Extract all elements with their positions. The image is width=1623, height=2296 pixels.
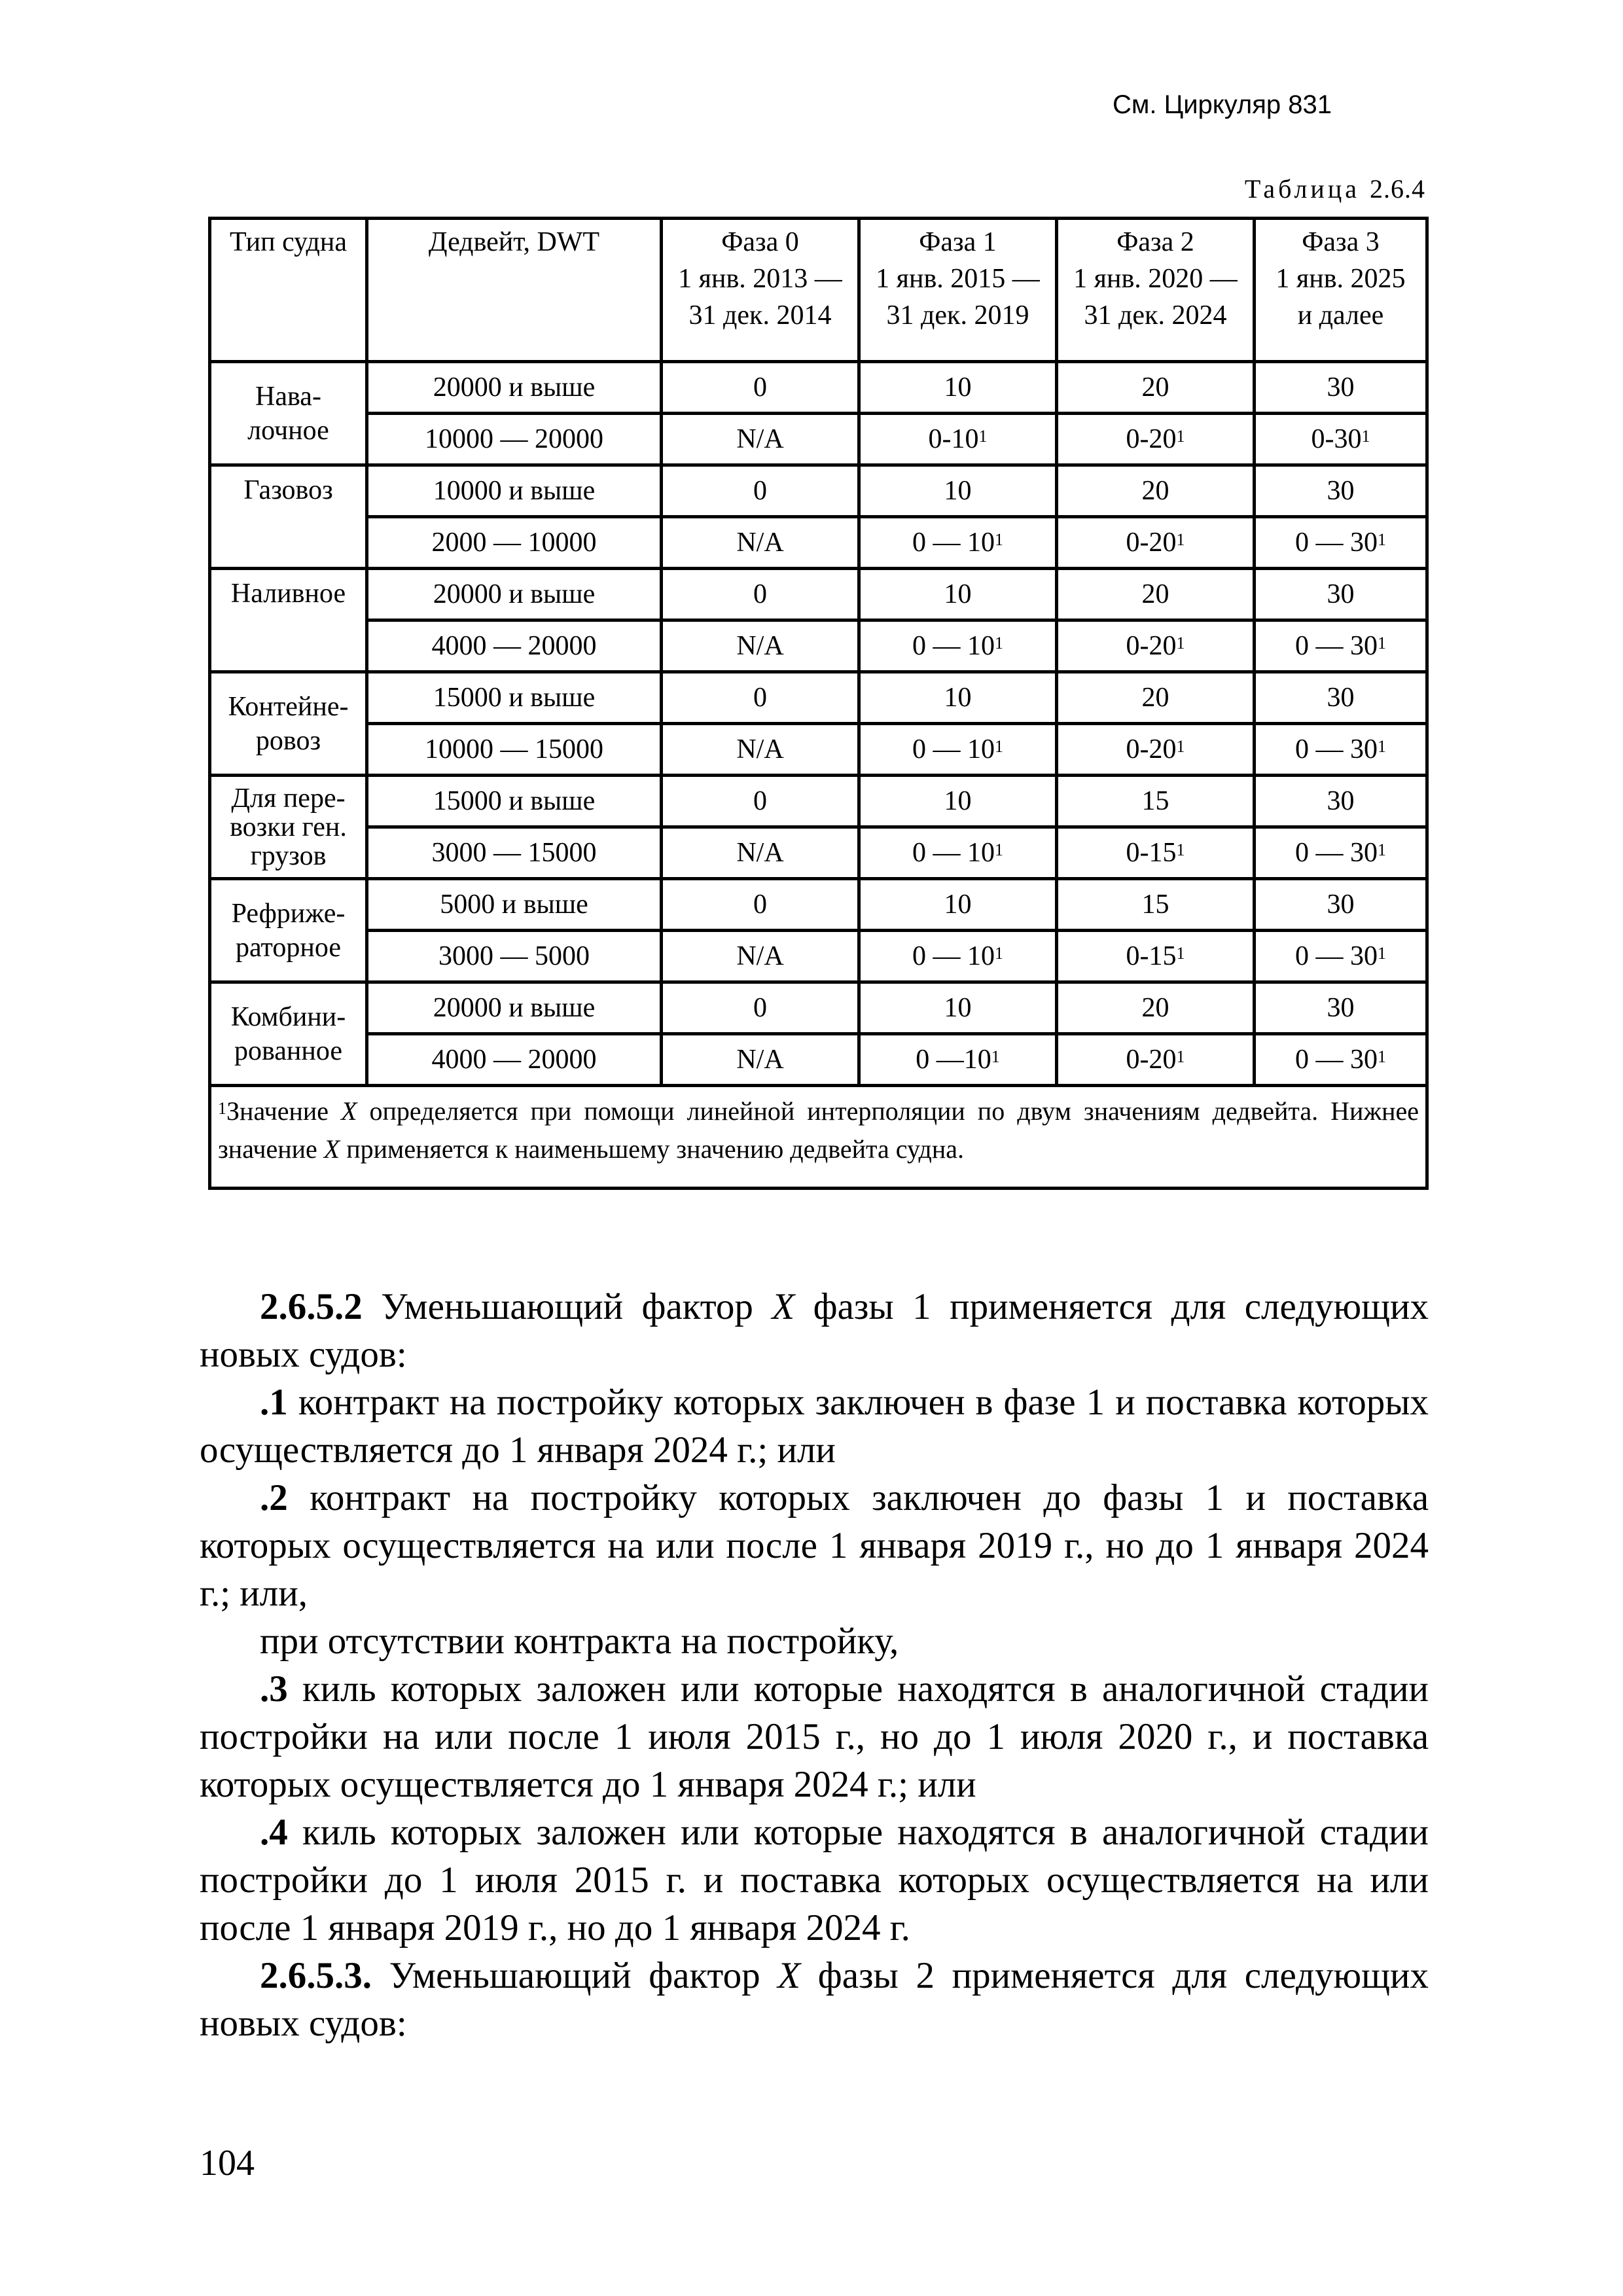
deadweight-cell: [367, 776, 662, 827]
phase-value-cell: [1255, 982, 1427, 1034]
phase-value-cell: [859, 465, 1057, 517]
footnote-marker: 1: [991, 1047, 1000, 1066]
table-caption-number: 2.6.4: [1370, 174, 1425, 204]
column-header-phase-2: [1057, 219, 1255, 362]
phase-value-cell: [1255, 1034, 1427, 1086]
table-row: [210, 569, 1427, 620]
phase-end: 31 дек. 2019: [886, 300, 1029, 331]
phase-value-cell: [662, 1034, 859, 1086]
cell-value: 20000 и выше: [433, 993, 596, 1023]
cell-value: 0 — 10: [912, 631, 995, 661]
column-header-phase-1: [859, 219, 1057, 362]
cell-value: 15000 и выше: [433, 683, 596, 713]
cell-value: 10: [944, 372, 972, 403]
cell-value: 0 — 30: [1295, 631, 1378, 661]
table-body: [210, 362, 1427, 1189]
cell-value: 0 — 30: [1295, 1045, 1378, 1075]
item-number: .1: [260, 1382, 288, 1423]
deadweight-cell: [367, 414, 662, 465]
cell-value: N/A: [736, 424, 784, 454]
phase-name: Фаза 2: [1116, 227, 1194, 257]
item-number: .4: [260, 1812, 288, 1853]
phase-value-cell: [662, 569, 859, 620]
list-item-1: .1 контракт на постройку которых заключен в фазе 1 и поставка которых осуществляется до 1 января 2024 г.; или: [200, 1382, 1429, 1471]
phase-value-cell: [859, 931, 1057, 982]
footnote-marker: 1: [995, 944, 1003, 963]
phase-value-cell: [1057, 982, 1255, 1034]
cell-value: 10: [944, 889, 972, 920]
phase-value-cell: [662, 672, 859, 724]
cell-value: N/A: [736, 941, 784, 971]
table-footnote: $^1$Значение X определяется при помощи линейной интерполяции по двум значениям дедвейта. Нижнее значение X применяется к наименьшему значению дедвейта судна.: [210, 1086, 1427, 1189]
phase-value-cell: [662, 879, 859, 931]
cell-value: 0-20: [1126, 528, 1177, 558]
footnote-marker: 1: [995, 634, 1003, 653]
cell-value: 5000 и выше: [440, 889, 588, 920]
phase-value-cell: [1255, 879, 1427, 931]
phase-value-cell: [1255, 620, 1427, 672]
ship-type-cell: [210, 362, 367, 465]
footnote-marker: 1: [978, 427, 988, 446]
phase-value-cell: [662, 465, 859, 517]
cell-value: 0-20: [1126, 631, 1177, 661]
phase-value-cell: [1255, 827, 1427, 879]
ship-type-cell: [210, 982, 367, 1086]
cell-value: 4000 — 20000: [431, 631, 597, 661]
cell-value: 0 — 30: [1295, 734, 1378, 764]
table-row: [210, 879, 1427, 931]
deadweight-cell: [367, 569, 662, 620]
phase-value-cell: [662, 776, 859, 827]
phase-value-cell: [1057, 620, 1255, 672]
cell-value: 0-20: [1126, 1045, 1177, 1075]
cell-value: 0 —10: [916, 1045, 991, 1075]
ship-type-cell: [210, 672, 367, 776]
deadweight-cell: [367, 982, 662, 1034]
cell-value: N/A: [736, 1045, 784, 1075]
cell-value: 0 — 30: [1295, 528, 1378, 558]
footnote-marker: 1: [1176, 737, 1185, 756]
footnote-marker: 1: [1378, 530, 1386, 549]
phase-end: 31 дек. 2014: [688, 300, 832, 331]
footnote-marker: 1: [995, 737, 1003, 756]
table-row: [210, 620, 1427, 672]
phase-name: Фаза 0: [721, 227, 799, 257]
phase-value-cell: [859, 982, 1057, 1034]
table-row: [210, 672, 1427, 724]
phase-value-cell: [662, 362, 859, 414]
footnote-marker: 1: [1176, 427, 1185, 446]
ship-type-line: лочное: [247, 415, 329, 446]
variable-x: X: [323, 1134, 340, 1164]
ship-type-line: Наливное: [230, 579, 346, 609]
cell-value: 0-15: [1126, 941, 1177, 971]
phase-value-cell: [662, 931, 859, 982]
table-row: [210, 776, 1427, 827]
footnote-marker: 1: [1378, 634, 1386, 653]
phase-start: 1 янв. 2015 —: [876, 264, 1040, 294]
page-number: 104: [200, 2143, 255, 2183]
phase-value-cell: [662, 620, 859, 672]
footnote-marker: 1: [1176, 840, 1185, 859]
ship-type-line: Нава-: [255, 381, 321, 412]
table-row: [210, 1034, 1427, 1086]
ship-type-line: грузов: [250, 840, 327, 871]
cell-value: 0: [753, 889, 767, 920]
phase-value-cell: [1255, 414, 1427, 465]
cell-value: 0-20: [1126, 734, 1177, 764]
deadweight-cell: [367, 517, 662, 569]
cell-value: N/A: [736, 528, 784, 558]
variable-x: X: [777, 1955, 801, 1996]
phase-value-cell: [662, 827, 859, 879]
ship-type-line: раторное: [236, 932, 341, 963]
cell-value: 3000 — 15000: [431, 838, 597, 868]
phase-start: 1 янв. 2020 —: [1073, 264, 1238, 294]
cell-value: 20000 и выше: [433, 372, 596, 403]
phase-value-cell: [1057, 517, 1255, 569]
footnote-marker: 1: [1176, 530, 1185, 549]
cell-value: 30: [1327, 993, 1355, 1023]
cell-value: 0-20: [1126, 424, 1177, 454]
phase-value-cell: [1057, 414, 1255, 465]
deadweight-cell: [367, 1034, 662, 1086]
deadweight-cell: [367, 827, 662, 879]
footnote-marker: 1: [1378, 840, 1386, 859]
table-row: [210, 362, 1427, 414]
table-row: [210, 982, 1427, 1034]
phase-value-cell: [1057, 465, 1255, 517]
cell-value: 10000 — 20000: [425, 424, 603, 454]
cell-value: 10: [944, 579, 972, 609]
phase-value-cell: [1057, 1034, 1255, 1086]
table-caption: [1178, 173, 1425, 206]
footnote-marker: 1: [995, 530, 1003, 549]
phase-value-cell: [1255, 776, 1427, 827]
ship-type-line: Контейне-: [228, 691, 349, 722]
cell-value: 0: [753, 579, 767, 609]
cell-value: 0 — 30: [1295, 941, 1378, 971]
table-caption-word: Таблица: [1244, 174, 1360, 204]
phase-start: 1 янв. 2013 —: [678, 264, 842, 294]
footnote-marker: 1: [1378, 1047, 1386, 1066]
phase-value-cell: [859, 414, 1057, 465]
ship-type-cell: [210, 569, 367, 672]
cell-value: 0: [753, 683, 767, 713]
cell-value: 20: [1141, 476, 1169, 506]
phase-name: Фаза 3: [1302, 227, 1380, 257]
list-item-2: .2 контракт на постройку которых заключен до фазы 1 и поставка которых осуществляется на или после 1 января 2019 г., но до 1 января 2024 г.; или,: [200, 1477, 1429, 1614]
column-header-deadweight: Дедвейт, DWT: [367, 219, 662, 362]
footnote-marker: 1: [1176, 944, 1185, 963]
phase-value-cell: [662, 414, 859, 465]
cell-value: 0 — 10: [912, 838, 995, 868]
column-header-phase-0: [662, 219, 859, 362]
ship-type-line: Рефриже-: [231, 898, 346, 929]
deadweight-cell: [367, 362, 662, 414]
cell-value: N/A: [736, 631, 784, 661]
cell-value: 10000 — 15000: [425, 734, 603, 764]
item-number: .3: [260, 1668, 288, 1710]
cell-value: 0: [753, 476, 767, 506]
deadweight-cell: [367, 931, 662, 982]
phase-value-cell: [1255, 362, 1427, 414]
phase-start: 1 янв. 2025: [1275, 264, 1406, 294]
cell-value: 0: [753, 372, 767, 403]
cell-value: 10: [944, 683, 972, 713]
phase-value-cell: [1057, 569, 1255, 620]
cell-value: 4000 — 20000: [431, 1045, 597, 1075]
phase-value-cell: [1057, 362, 1255, 414]
cell-value: 0 — 10: [912, 734, 995, 764]
phase-value-cell: [859, 879, 1057, 931]
footnote-marker: 1: [1176, 634, 1185, 653]
cell-value: N/A: [736, 838, 784, 868]
phase-value-cell: [662, 724, 859, 776]
list-item-3: .3 киль которых заложен или которые находятся в аналогичной стадии постройки на или после 1 июля 2015 г., но до 1 июля 2020 г., и поставка которых осуществляется до 1 января 2024 г.; или: [200, 1668, 1429, 1805]
cell-value: 20: [1141, 372, 1169, 403]
phase-value-cell: [1057, 827, 1255, 879]
phase-value-cell: [1255, 517, 1427, 569]
cell-value: 10: [944, 993, 972, 1023]
paragraph-2-6-5-3: 2.6.5.3. Уменьшающий фактор X фазы 2 применяется для следующих новых судов:: [200, 1955, 1429, 2044]
phase-value-cell: [1057, 776, 1255, 827]
cell-value: 30: [1327, 683, 1355, 713]
column-header-phase-3: [1255, 219, 1427, 362]
cell-value: 15: [1141, 889, 1169, 920]
cell-value: 3000 — 5000: [438, 941, 590, 971]
ship-type-line: Комбини-: [230, 1001, 346, 1032]
deadweight-cell: [367, 672, 662, 724]
body-text: [200, 1283, 1429, 2047]
cell-value: 0: [753, 786, 767, 816]
paragraph-2-6-5-2: 2.6.5.2 Уменьшающий фактор X фазы 1 применяется для следующих новых судов:: [200, 1286, 1429, 1375]
cell-value: 20: [1141, 683, 1169, 713]
table-row: [210, 414, 1427, 465]
footnote-marker: 1: [995, 840, 1003, 859]
cell-value: 15000 и выше: [433, 786, 596, 816]
phase-name: Фаза 1: [919, 227, 997, 257]
phase-value-cell: [1255, 931, 1427, 982]
phase-end: и далее: [1297, 300, 1384, 331]
deadweight-cell: [367, 724, 662, 776]
reduction-factor-table: [208, 217, 1429, 1190]
cell-value: 2000 — 10000: [431, 528, 597, 558]
cell-value: 10000 и выше: [433, 476, 596, 506]
deadweight-cell: [367, 620, 662, 672]
table-header-row: [210, 219, 1427, 362]
ship-type-cell: [210, 465, 367, 569]
variable-x: X: [341, 1096, 357, 1126]
ship-type-line: возки ген.: [230, 812, 347, 842]
paragraph-no-contract: при отсутствии контракта на постройку,: [260, 1621, 899, 1662]
cell-value: 0 — 10: [912, 528, 995, 558]
table-row: [210, 827, 1427, 879]
cell-value: 15: [1141, 786, 1169, 816]
cell-value: 20: [1141, 579, 1169, 609]
cell-value: 0-30: [1311, 424, 1362, 454]
cell-value: 20: [1141, 993, 1169, 1023]
phase-value-cell: [859, 362, 1057, 414]
cell-value: 10: [944, 786, 972, 816]
section-number: 2.6.5.2: [260, 1286, 363, 1327]
ship-type-line: ровоз: [255, 725, 321, 756]
table-row: [210, 465, 1427, 517]
phase-value-cell: [859, 827, 1057, 879]
footnote-marker: 1: [1361, 427, 1370, 446]
phase-value-cell: [859, 776, 1057, 827]
cell-value: 30: [1327, 786, 1355, 816]
variable-x: X: [772, 1286, 795, 1327]
cell-value: 0-10: [928, 424, 979, 454]
cell-value: 0-15: [1126, 838, 1177, 868]
section-number: 2.6.5.3.: [260, 1955, 372, 1996]
phase-value-cell: [662, 982, 859, 1034]
ship-type-line: рованное: [234, 1035, 343, 1066]
phase-value-cell: [1255, 569, 1427, 620]
ship-type-cell: [210, 879, 367, 982]
cell-value: 0 — 30: [1295, 838, 1378, 868]
phase-value-cell: [859, 620, 1057, 672]
phase-value-cell: [859, 1034, 1057, 1086]
table-footnote-row: [210, 1086, 1427, 1189]
list-item-4: .4 киль которых заложен или которые находятся в аналогичной стадии постройки до 1 июля 2015 г. и поставка которых осуществляется на или после 1 января 2019 г., но до 1 января 2024 г.: [200, 1812, 1429, 1948]
cell-value: 30: [1327, 372, 1355, 403]
phase-value-cell: [662, 517, 859, 569]
cell-value: 0: [753, 993, 767, 1023]
phase-value-cell: [859, 724, 1057, 776]
table-row: [210, 517, 1427, 569]
item-number: .2: [260, 1477, 288, 1518]
cell-value: 0 — 10: [912, 941, 995, 971]
table-row: [210, 724, 1427, 776]
deadweight-cell: [367, 465, 662, 517]
cell-value: N/A: [736, 734, 784, 764]
cell-value: 30: [1327, 579, 1355, 609]
deadweight-cell: [367, 879, 662, 931]
cell-value: 10: [944, 476, 972, 506]
footnote-marker: 1: [1378, 737, 1386, 756]
phase-value-cell: [1057, 879, 1255, 931]
footnote-marker: 1: [1378, 944, 1386, 963]
phase-value-cell: [1057, 672, 1255, 724]
footnote-marker: 1: [218, 1099, 226, 1118]
cell-value: 30: [1327, 889, 1355, 920]
footnote-marker: 1: [1176, 1047, 1185, 1066]
ship-type-line: Газовоз: [243, 475, 333, 505]
ship-type-cell: [210, 776, 367, 879]
phase-value-cell: [859, 672, 1057, 724]
table-row: [210, 931, 1427, 982]
phase-end: 31 дек. 2024: [1084, 300, 1227, 331]
phase-value-cell: [859, 517, 1057, 569]
ship-type-line: Для пере-: [231, 783, 346, 814]
phase-value-cell: [1255, 672, 1427, 724]
cell-value: 30: [1327, 476, 1355, 506]
phase-value-cell: [1057, 724, 1255, 776]
phase-value-cell: [1255, 465, 1427, 517]
column-header-ship-type: Тип судна: [210, 219, 367, 362]
circular-reference-note: См. Циркуляр 831: [1113, 90, 1332, 119]
cell-value: 20000 и выше: [433, 579, 596, 609]
phase-value-cell: [859, 569, 1057, 620]
phase-value-cell: [1057, 931, 1255, 982]
phase-value-cell: [1255, 724, 1427, 776]
